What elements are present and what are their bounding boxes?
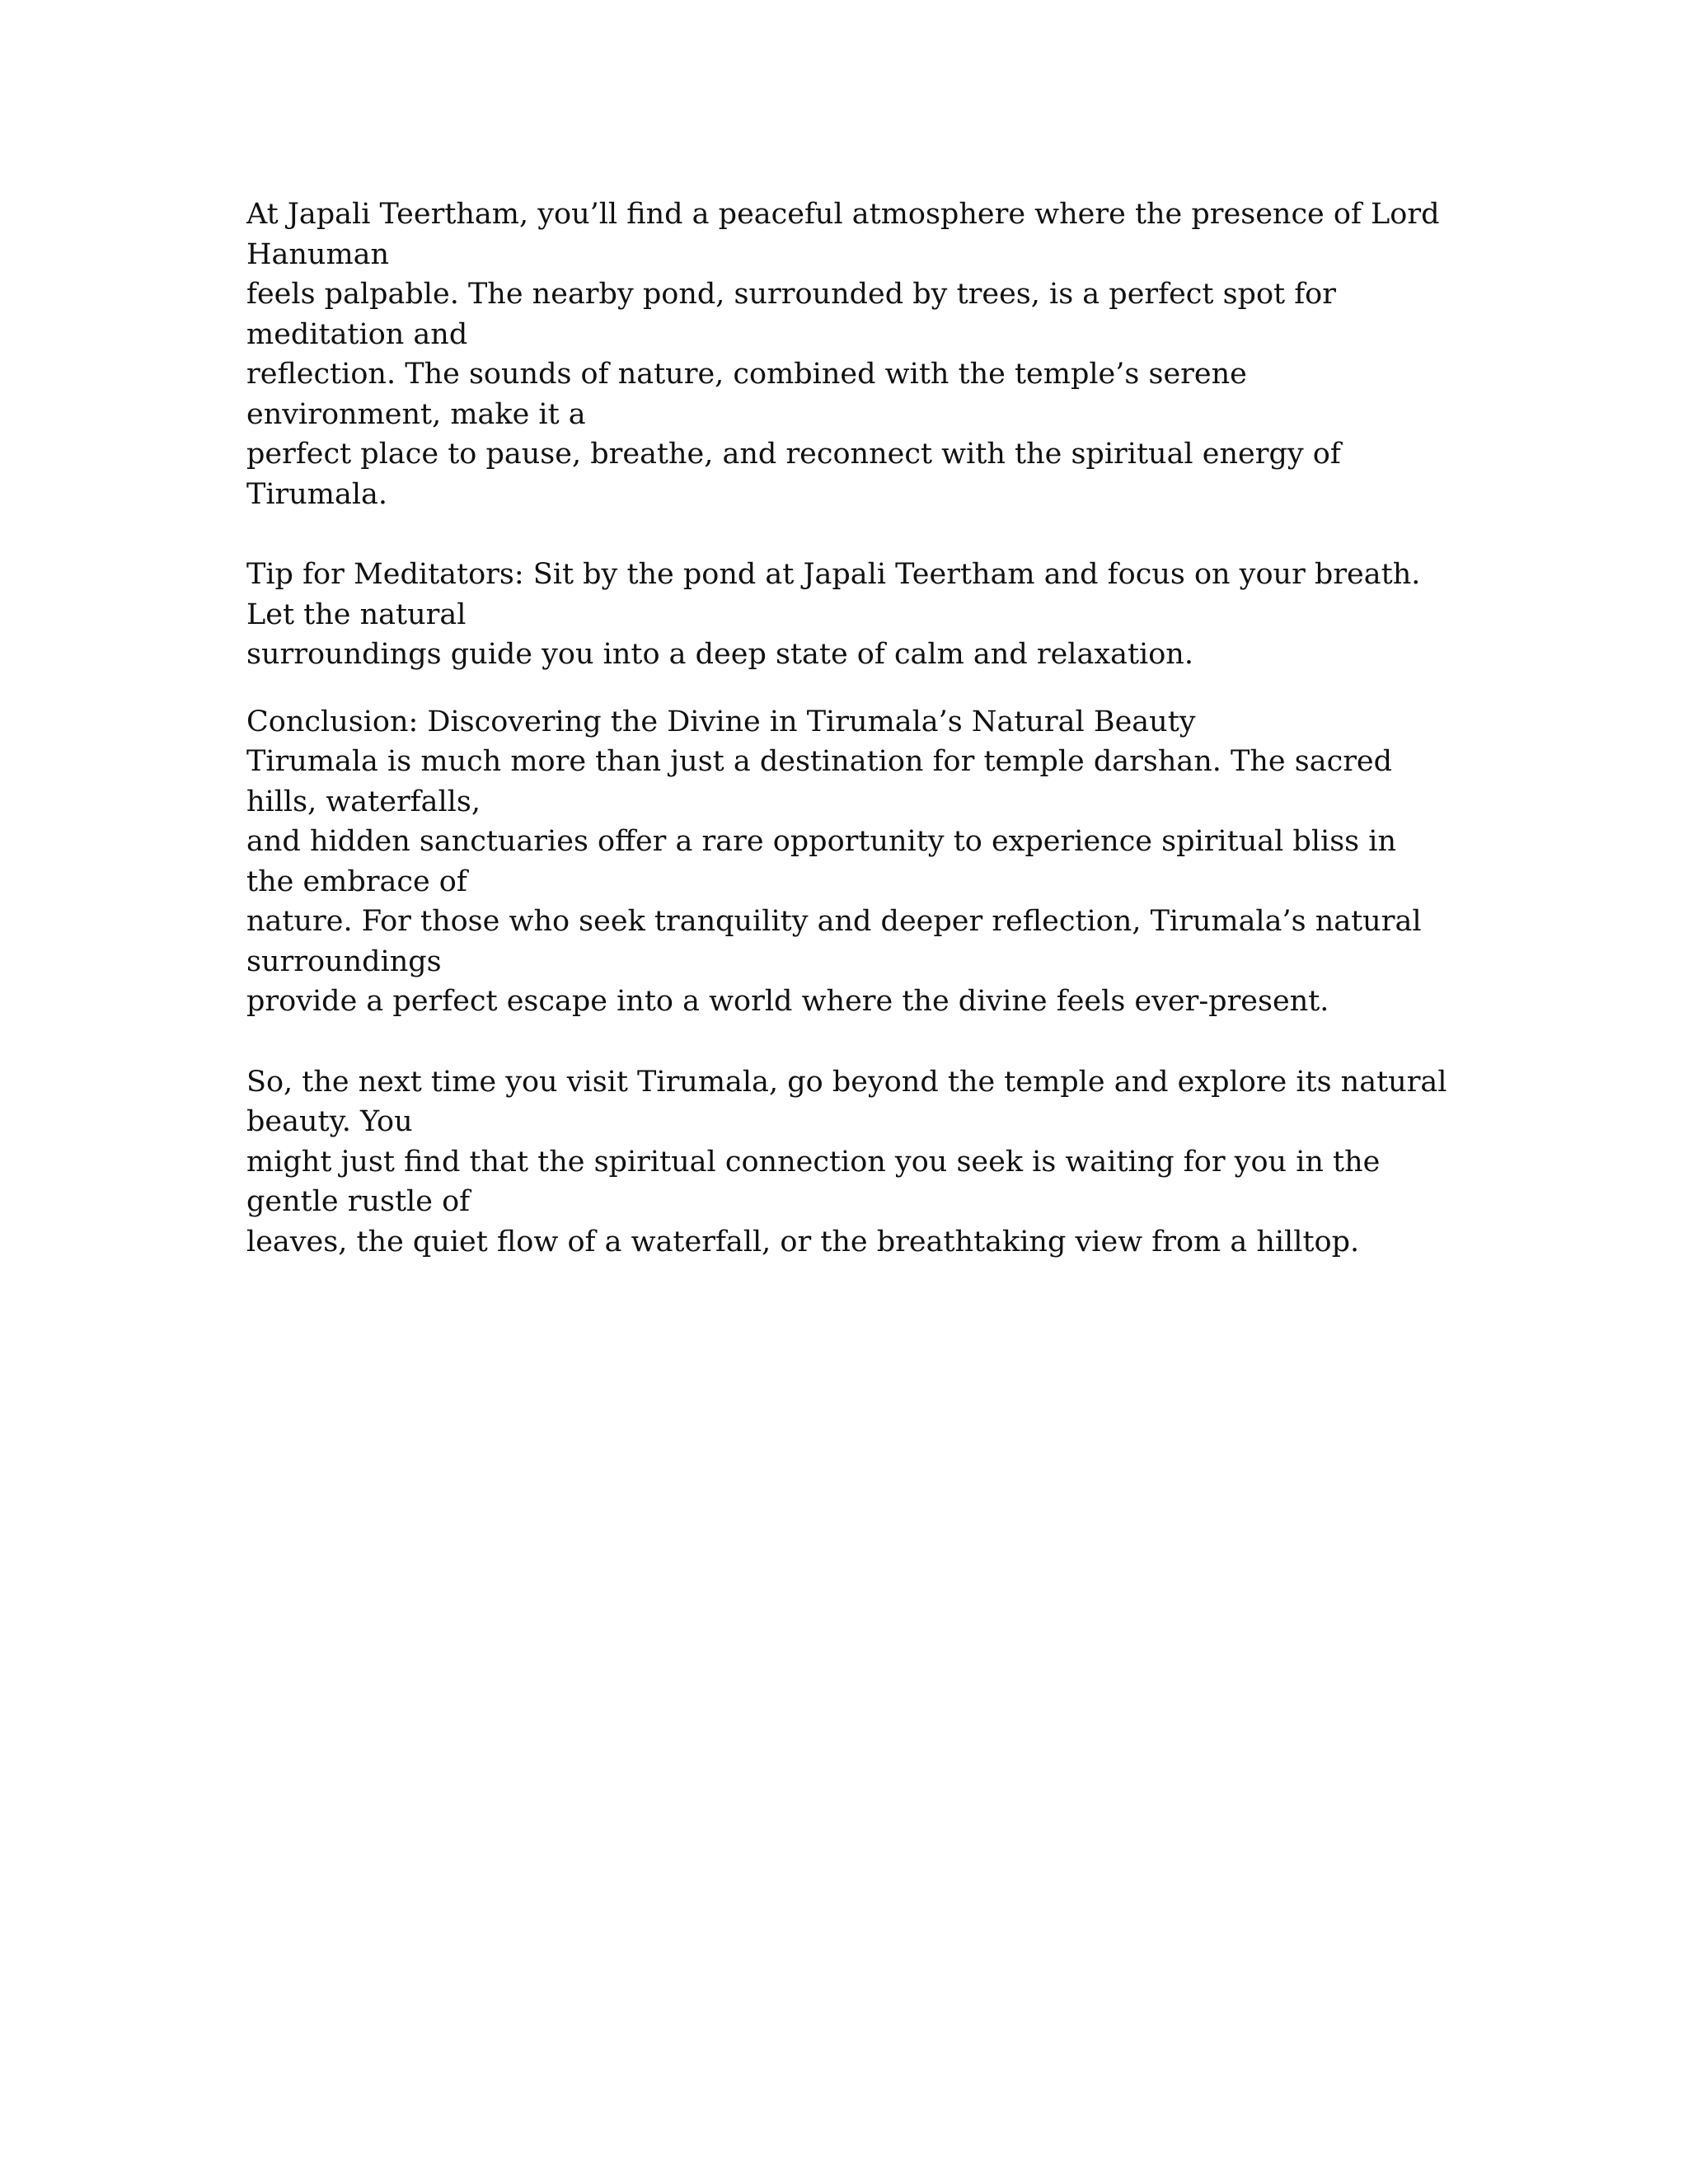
paragraph-closing: So, the next time you visit Tirumala, go beyond the temple and explore its natural beauty. You might just find that the spiritual connection you seek is waiting for you in the gentle rustle of leaves, the quiet flow of a waterfall, or the breathtaking view from a hilltop. bbox=[246, 1065, 1447, 1258]
paragraph-meditation-tip: Tip for Meditators: Sit by the pond at Japali Teertham and focus on your breath. Let the natural surroundings guide you into a deep state of calm and relaxation. bbox=[246, 558, 1421, 671]
conclusion-heading: Conclusion: Discovering the Divine in Tirumala’s Natural Beauty bbox=[246, 705, 1196, 738]
document-body bbox=[246, 194, 1450, 1262]
paragraph-conclusion: Tirumala is much more than just a destination for temple darshan. The sacred hills, waterfalls, and hidden sanctuaries offer a rare opportunity to experience spiritual bliss in the embrace of nature. For those who seek tranquility and deeper reflection, Tirumala’s natural surroundings provide a perfect escape into a world where the divine feels ever-present. bbox=[246, 745, 1422, 1018]
paragraph-japali-teertham: At Japali Teertham, you’ll find a peaceful atmosphere where the presence of Lord Hanuman feels palpable. The nearby pond, surrounded by trees, is a perfect spot for meditation and reflection. The sounds of nature, combined with the temple’s serene environment, make it a perfect place to pause, breathe, and reconnect with the spiritual energy of Tirumala. bbox=[246, 198, 1440, 511]
